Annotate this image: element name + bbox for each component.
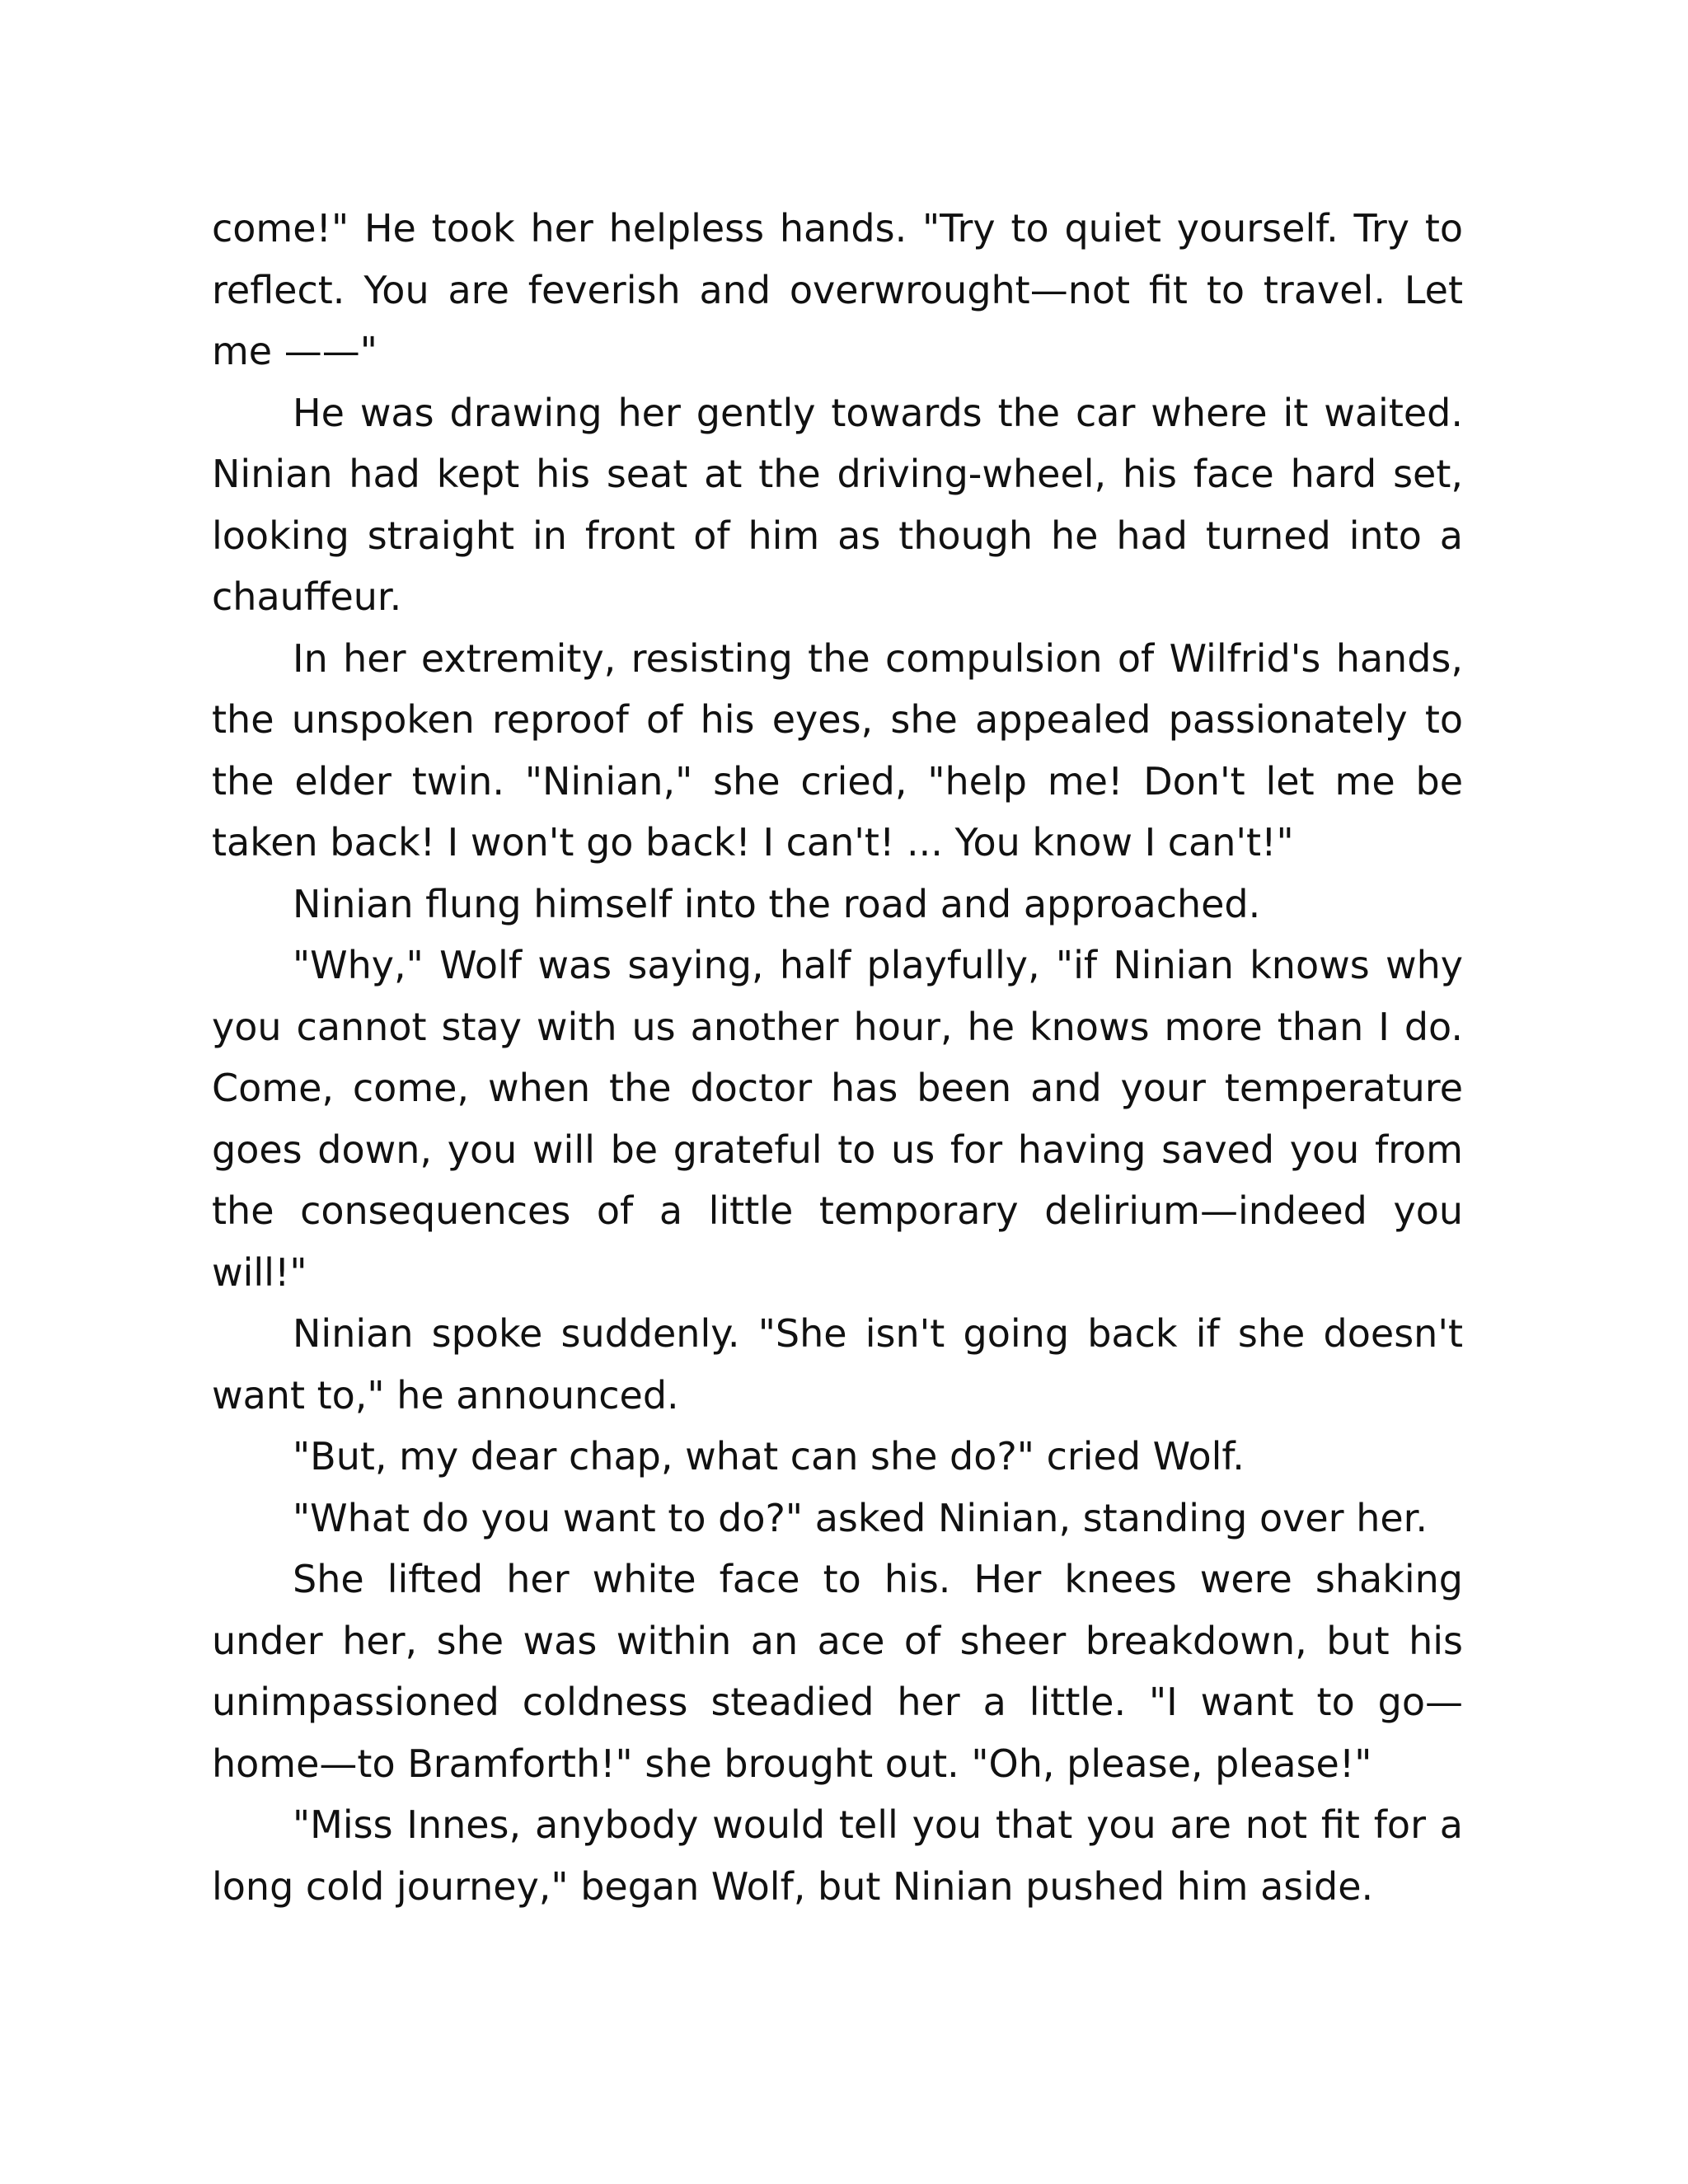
paragraph: In her extremity, resisting the compulsion of Wilfrid's hands, the unspoken reproof of his eyes, she appealed passionately to the elder twin. "Ninian," she cried, "help me! Don't let me be taken back! I won't go back! I can't! ... You know I can't!" — [212, 635, 1463, 865]
paragraph: "What do you want to do?" asked Ninian, standing over her. — [293, 1495, 1428, 1540]
paragraph: Ninian spoke suddenly. "She isn't going back if she doesn't want to," he announced. — [212, 1311, 1463, 1418]
paragraph: "Miss Innes, anybody would tell you that you are not fit for a long cold journey," began Wolf, but Ninian pushed him aside. — [212, 1802, 1463, 1909]
paragraph: He was drawing her gently towards the car where it waited. Ninian had kept his seat at the driving-wheel, his face hard set, looking straight in front of him as though he had turned into a chauffeur. — [212, 390, 1463, 619]
paragraph: She lifted her white face to his. Her knees were shaking under her, she was within an ace of sheer breakdown, but his unimpassioned coldness steadied her a little. "I want to go—home—to Bramforth!" she brought out. "Oh, please, please!" — [212, 1557, 1463, 1786]
paragraph: come!" He took her helpless hands. "Try to quiet yourself. Try to reflect. You are feverish and overwrought—not fit to travel. Let me ——" — [212, 206, 1463, 373]
paragraph: Ninian flung himself into the road and approached. — [293, 881, 1261, 926]
paragraph: "But, my dear chap, what can she do?" cried Wolf. — [293, 1434, 1245, 1479]
paragraph: "Why," Wolf was saying, half playfully, "if Ninian knows why you cannot stay with us another hour, he knows more than I do. Come, come, when the doctor has been and your temperature goes down, you will be grateful to us for having saved you from the consequences of a little temporary delirium—indeed you will!" — [212, 943, 1463, 1295]
body-text — [212, 198, 1463, 1917]
